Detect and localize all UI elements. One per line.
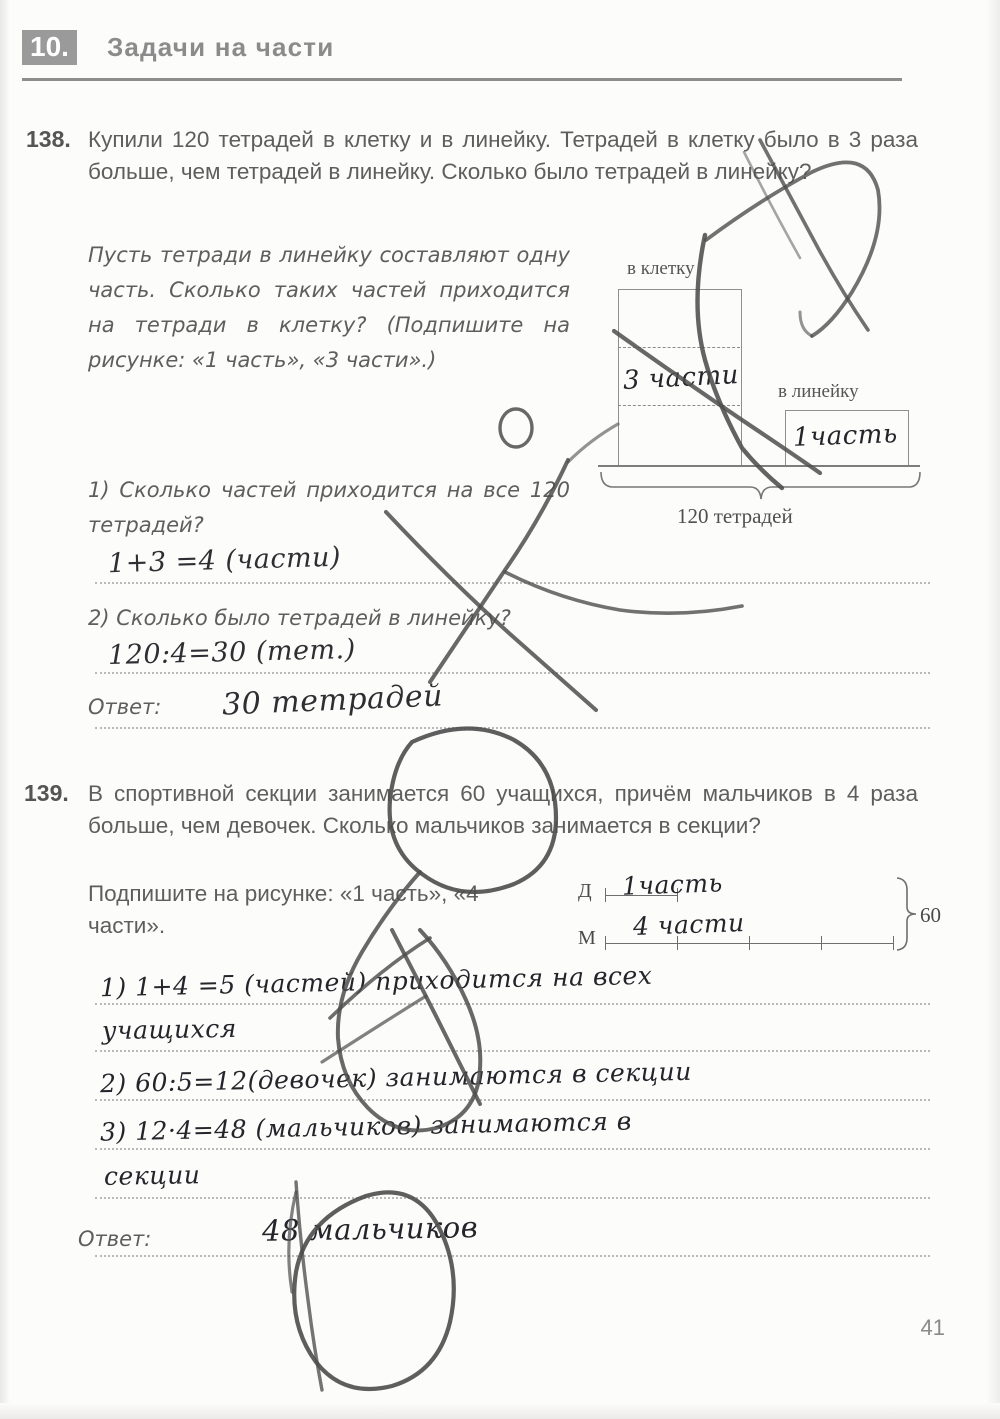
chapter-number: 10.	[22, 30, 77, 65]
writing-rule	[95, 727, 930, 729]
writing-rule	[95, 1003, 930, 1005]
diagram-label-short-bar: в линейку	[778, 381, 859, 402]
page-number: 41	[920, 1315, 945, 1340]
writing-rule	[95, 1148, 930, 1150]
bar-division-1	[618, 347, 740, 348]
task-138-answer-label: Ответ:	[88, 695, 162, 719]
diagram-baseline	[598, 465, 920, 467]
task-139-answer-value: 48 мальчиков	[261, 1210, 479, 1248]
scan-edge-left	[0, 0, 10, 1419]
header-divider	[22, 78, 902, 81]
writing-rule	[95, 672, 930, 674]
segment-boys-tick-0	[605, 936, 606, 950]
segment-boys-tick-4	[893, 936, 894, 950]
hand-1-chast: 1часть	[792, 419, 899, 453]
segment-total-value: 60	[920, 903, 941, 927]
task-139-answer-label: Ответ:	[78, 1227, 152, 1251]
diagram-label-tall-bar: в клетку	[627, 258, 695, 279]
chapter-header	[22, 30, 334, 65]
segment-total-brace	[893, 876, 919, 952]
writing-rule	[95, 1197, 930, 1199]
task-139-line-4: 3) 12·4=48 (мальчиков) занимаются в	[99, 1106, 633, 1147]
task-139-statement: В спортивной секции занимается 60 учащихся, причём мальчиков в 4 раза больше, чем девочек. Сколько мальчиков занимается в секции?	[88, 781, 918, 838]
segment-boys-tick-3	[821, 936, 822, 950]
segment-letter-boys: М	[578, 927, 596, 949]
task-139-instruction: Подпишите на рисунке: «1 часть», «4 части».	[88, 881, 479, 938]
scan-edge-right	[986, 0, 1000, 1419]
task-138-answer-value: 30 тетрадей	[221, 678, 444, 723]
task-number-139: 139.	[24, 780, 69, 806]
scan-edge-bottom	[0, 1403, 1000, 1419]
task-138-answer-1: 1+3 =4 (части)	[107, 541, 342, 580]
task-138-question-2: 2) Сколько было тетрадей в линейку?	[88, 606, 511, 630]
task-138-answer-2: 120:4=30 (тет.)	[107, 633, 357, 672]
task-138-question-1: 1) Сколько частей приходится на все 120 тетрадей?	[88, 478, 570, 537]
diagram-brace	[598, 468, 928, 504]
chapter-title: Задачи на части	[106, 32, 335, 62]
diagram-total-label: 120 тетрадей	[677, 504, 793, 528]
segment-girls-tick-start	[605, 888, 606, 902]
bar-division-2	[618, 405, 740, 406]
task-138-statement: Купили 120 тетрадей в клетку и в линейку. Тетрадей в клетку было в 3 раза больше, чем тетрадей в линейку. Сколько было тетрадей в линейку?	[88, 127, 918, 184]
writing-rule	[95, 1255, 930, 1257]
segment-boys-tick-2	[749, 936, 750, 950]
task-139-line-2: учащихся	[101, 1013, 237, 1046]
task-138-instruction: Пусть тетради в линейку составляют одну часть. Сколько таких частей приходится на тетради в клетку? (Подпишите на рисунке: «1 часть», «3 части».)	[88, 243, 570, 372]
hand-3-chasti: 3 части	[622, 359, 740, 397]
writing-rule	[95, 582, 930, 584]
segment-letter-girls: Д	[578, 880, 592, 902]
task-139-line-1: 1) 1+4 =5 (частей) приходится на всех	[99, 960, 653, 1003]
writing-rule	[95, 1050, 930, 1052]
task-number-138: 138.	[26, 126, 71, 152]
hand-1-chast-139: 1часть	[621, 868, 724, 901]
hand-4-chasti-139: 4 части	[632, 908, 746, 941]
task-139-line-5: секции	[103, 1160, 201, 1191]
task-139-line-3: 2) 60:5=12(девочек) занимаются в секции	[99, 1056, 693, 1099]
writing-rule	[95, 1099, 930, 1101]
